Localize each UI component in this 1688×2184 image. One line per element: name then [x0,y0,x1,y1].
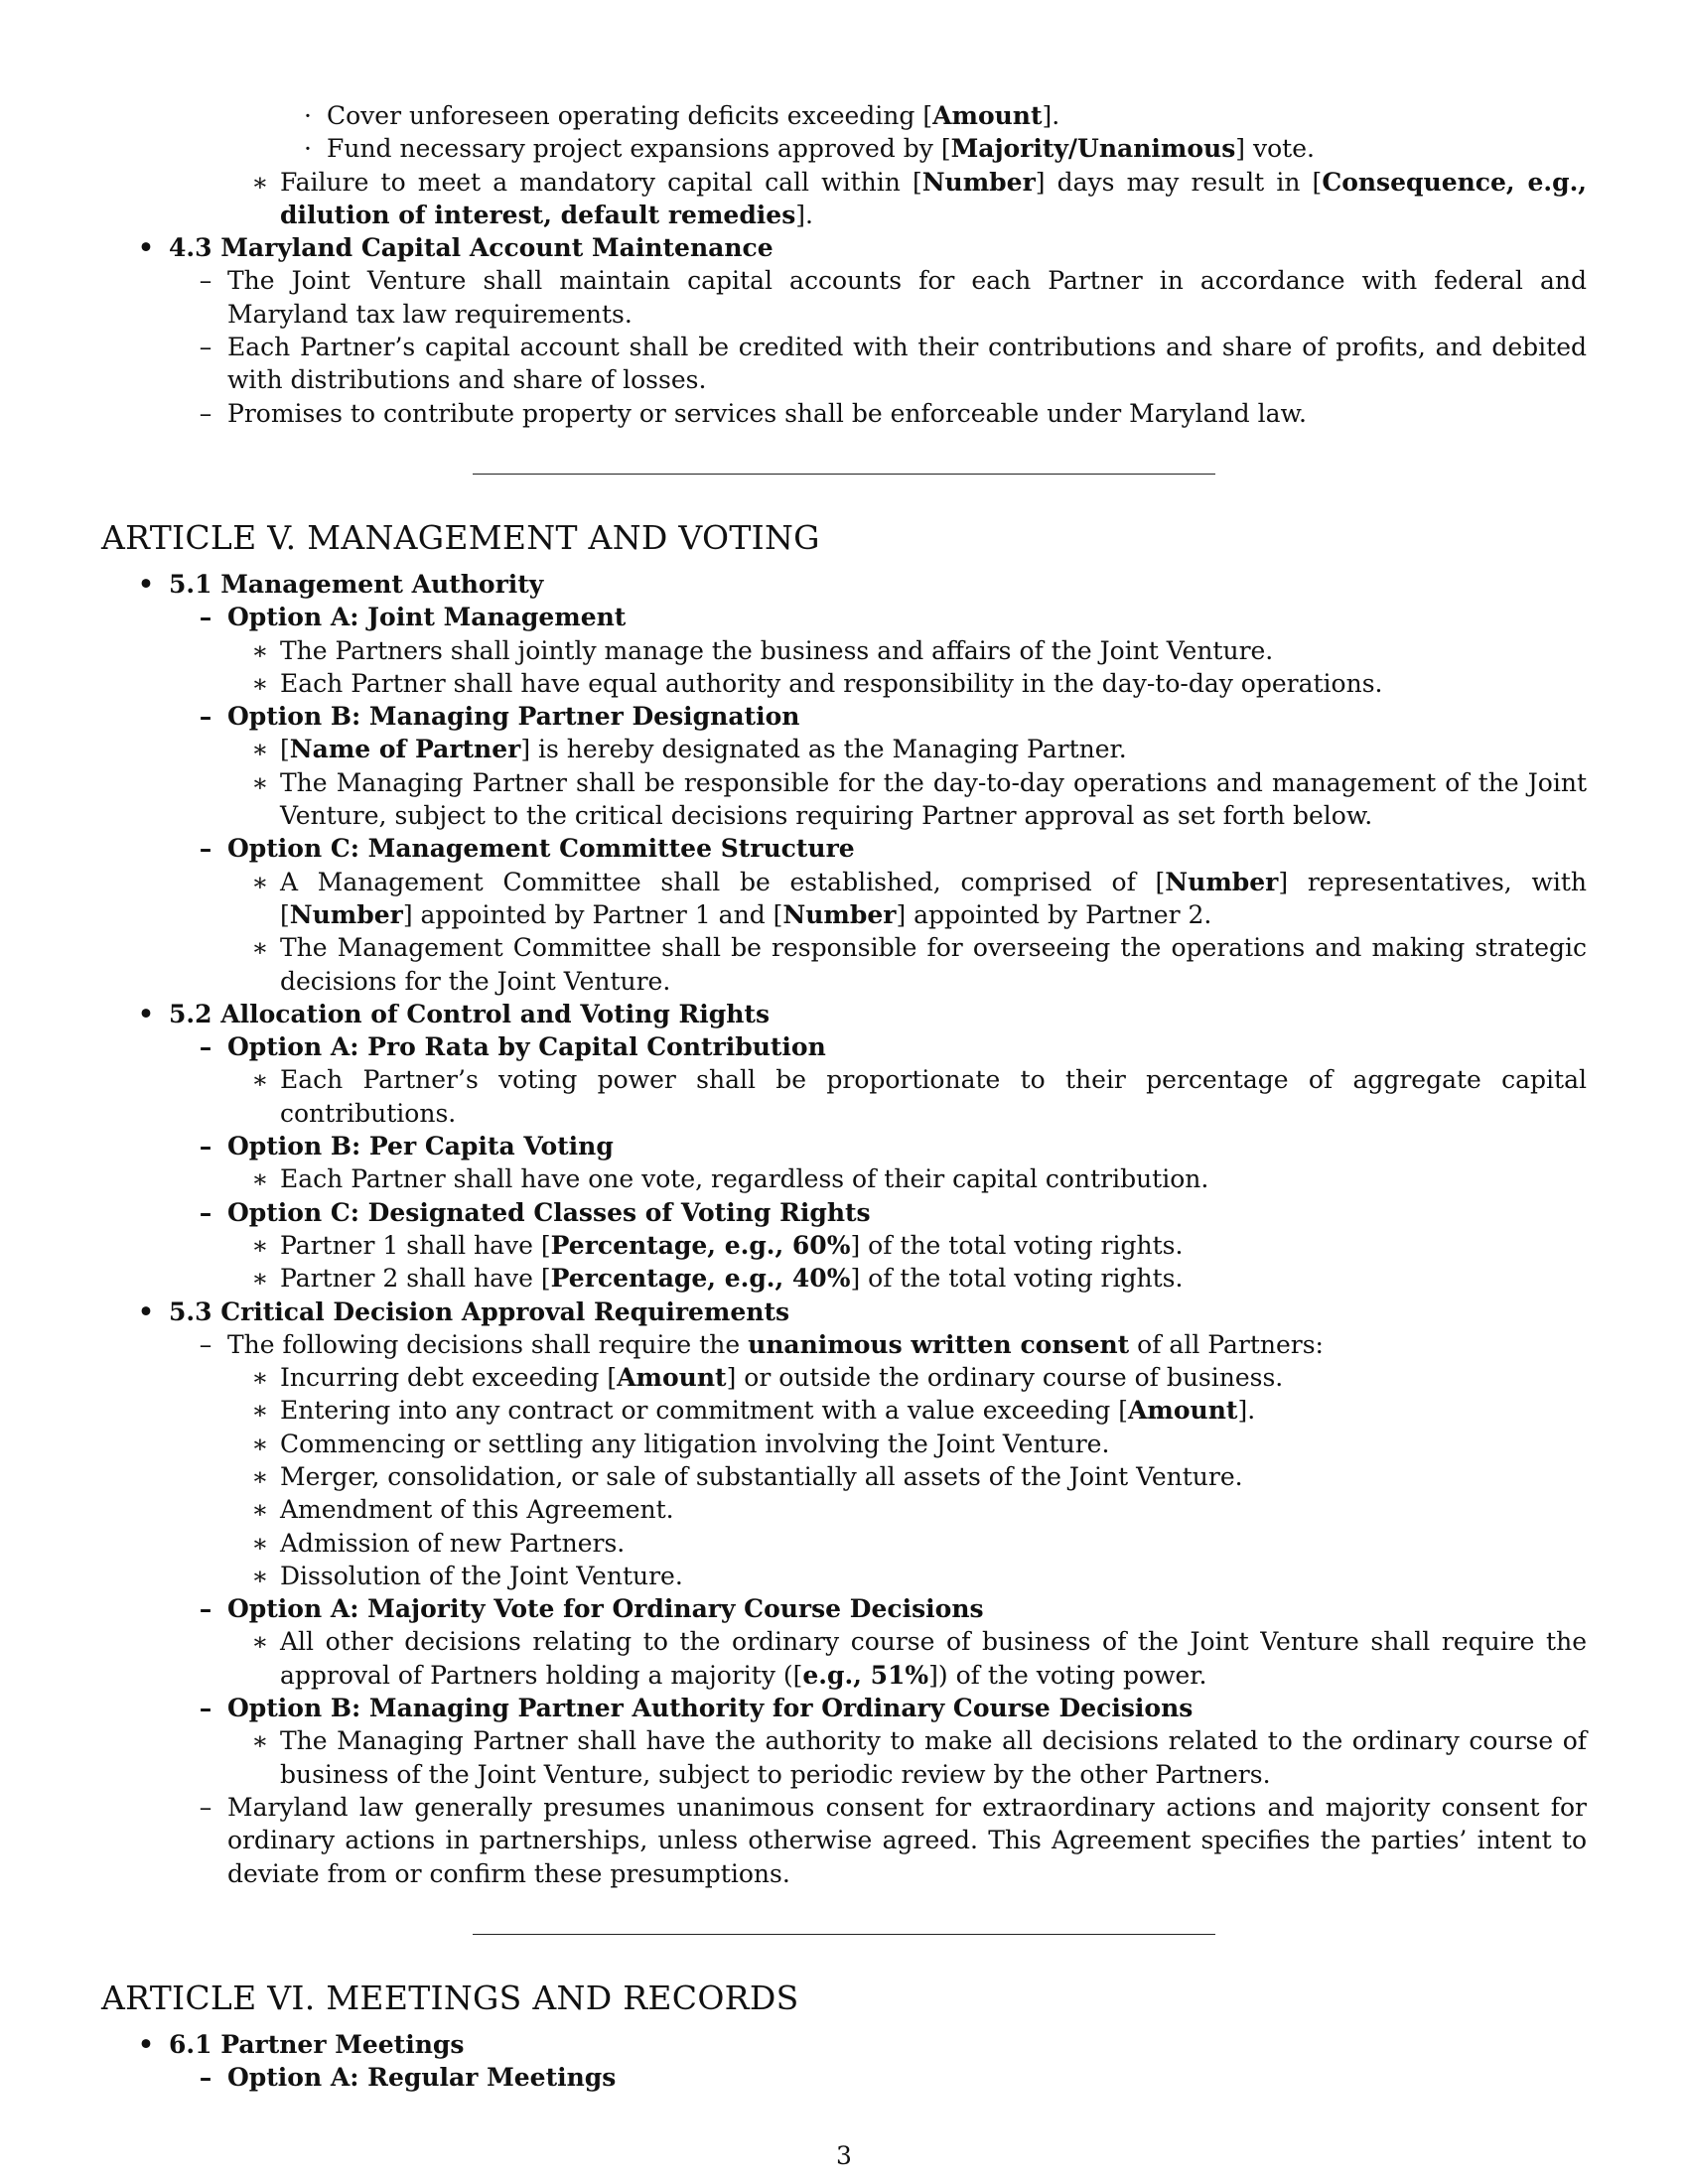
bullet-dash-icon: – [199,1032,212,1062]
option-heading: – Option C: Management Committee Structure [101,832,1587,865]
bullet-dash-icon: – [199,1694,212,1723]
list-item: ∗ Incurring debt exceeding [Amount] or outside the ordinary course of business. [101,1361,1587,1394]
bullet-asterisk-icon: ∗ [251,635,269,665]
option-heading: – Option A: Pro Rata by Capital Contribution [101,1030,1587,1063]
list-item: – Maryland law generally presumes unanimous consent for extraordinary actions and majority consent for ordinary actions in partnerships, unless otherwise agreed. This Agreement specifies the parties’ intent to deviate from or confirm these presumptions. [101,1791,1587,1890]
bullet-dash-icon: – [199,1197,212,1227]
list-item: ∗ Partner 1 shall have [Percentage, e.g., 60%] of the total voting rights. [101,1229,1587,1262]
bullet-dash-icon: – [199,702,212,732]
bullet-dash-icon: – [199,1792,212,1822]
list-item: ∗ All other decisions relating to the ordinary course of business of the Joint Venture shall require the approval of Partners holding a majority ([e.g., 51%]) of the voting power. [101,1625,1587,1692]
list-item: – The following decisions shall require the unanimous written consent of all Partners: [101,1328,1587,1361]
list-item: ∗ The Managing Partner shall have the authority to make all decisions related to the ordinary course of business of the Joint Venture, subject to periodic review by the other Partners. [101,1724,1587,1791]
list-item: ∗ [Name of Partner] is hereby designated as the Managing Partner. [101,733,1587,765]
bullet-dash-icon: – [199,1594,212,1624]
list-item: – Each Partner’s capital account shall be credited with their contributions and share of profits, and debited with distributions and share of losses. [101,331,1587,397]
bullet-asterisk-icon: ∗ [251,1561,269,1590]
bullet-dash-icon: – [199,1329,212,1359]
bullet-dash-icon: – [199,266,212,296]
list-item: ∗ Commencing or settling any litigation involving the Joint Venture. [101,1428,1587,1460]
bullet-asterisk-icon: ∗ [251,668,269,698]
section-divider [473,1934,1215,1935]
list-item: ∗ The Partners shall jointly manage the business and affairs of the Joint Venture. [101,634,1587,667]
list-item: ∗ The Managing Partner shall be responsible for the day-to-day operations and management of the Joint Venture, subject to the critical decisions requiring Partner approval as set forth below. [101,766,1587,833]
option-heading: – Option B: Per Capita Voting [101,1130,1587,1162]
article-title: ARTICLE V. MANAGEMENT AND VOTING [101,517,820,557]
list-item: ∗ Amendment of this Agreement. [101,1493,1587,1526]
list-item: – Promises to contribute property or services shall be enforceable under Maryland law. [101,397,1587,430]
list-item: ∗ Merger, consolidation, or sale of substantially all assets of the Joint Venture. [101,1460,1587,1493]
bullet-dash-icon: – [199,603,212,632]
bullet-icon: • [138,1297,154,1326]
section-heading: • 6.1 Partner Meetings [101,2028,1587,2061]
list-item: ∗ The Management Committee shall be responsible for overseeing the operations and making strategic decisions for the Joint Venture. [101,931,1587,998]
option-heading: – Option B: Managing Partner Authority for Ordinary Course Decisions [101,1692,1587,1724]
bullet-asterisk-icon: ∗ [251,1264,269,1294]
bullet-dash-icon: – [199,2063,212,2093]
bullet-icon: • [138,233,154,263]
document-page [101,99,1587,2094]
bullet-dot-icon: · [304,134,312,164]
option-heading: – Option A: Joint Management [101,601,1587,633]
list-item: ∗ Dissolution of the Joint Venture. [101,1560,1587,1592]
option-heading: – Option A: Regular Meetings [101,2061,1587,2094]
section-divider [473,474,1215,475]
list-item: ∗ Each Partner shall have one vote, regardless of their capital contribution. [101,1162,1587,1195]
option-heading: – Option C: Designated Classes of Voting Rights [101,1196,1587,1229]
list-item: ∗ Admission of new Partners. [101,1527,1587,1560]
bullet-asterisk-icon: ∗ [251,1528,269,1558]
bullet-asterisk-icon: ∗ [251,767,269,797]
bullet-asterisk-icon: ∗ [251,167,269,197]
bullet-asterisk-icon: ∗ [251,1461,269,1491]
article-title: ARTICLE VI. MEETINGS AND RECORDS [101,1978,799,2017]
list-item: · Cover unforeseen operating deficits exceeding [Amount]. [101,99,1587,132]
bullet-asterisk-icon: ∗ [251,1429,269,1458]
bullet-asterisk-icon: ∗ [251,1396,269,1426]
bullet-asterisk-icon: ∗ [251,1726,269,1756]
bullet-asterisk-icon: ∗ [251,735,269,764]
list-item: ∗ Each Partner’s voting power shall be proportionate to their percentage of aggregate capital contributions. [101,1063,1587,1130]
bullet-asterisk-icon: ∗ [251,1164,269,1194]
list-item: ∗ Partner 2 shall have [Percentage, e.g., 40%] of the total voting rights. [101,1262,1587,1295]
bullet-asterisk-icon: ∗ [251,933,269,963]
section-heading: • 5.3 Critical Decision Approval Requirements [101,1296,1587,1328]
page-number: 3 [836,2141,852,2170]
list-item: · Fund necessary project expansions approved by [Majority/Unanimous] vote. [101,132,1587,165]
bullet-dot-icon: · [304,101,312,130]
bullet-asterisk-icon: ∗ [251,1627,269,1657]
list-item: ∗ Failure to meet a mandatory capital call within [Number] days may result in [Consequence, e.g., dilution of interest, default remedies]. [101,166,1587,232]
section-heading: • 5.1 Management Authority [101,568,1587,601]
bullet-asterisk-icon: ∗ [251,1230,269,1260]
list-item: ∗ Entering into any contract or commitment with a value exceeding [Amount]. [101,1394,1587,1427]
list-item: ∗ A Management Committee shall be established, comprised of [Number] representatives, with [Number] appointed by Partner 1 and [Number] appointed by Partner 2. [101,866,1587,932]
bullet-icon: • [138,2029,154,2059]
bullet-dash-icon: – [199,333,212,362]
bullet-icon: • [138,999,154,1028]
bullet-icon: • [138,569,154,599]
bullet-asterisk-icon: ∗ [251,867,269,896]
bullet-dash-icon: – [199,398,212,428]
section-heading: • 5.2 Allocation of Control and Voting Rights [101,998,1587,1030]
option-heading: – Option B: Managing Partner Designation [101,700,1587,733]
section-heading: • 4.3 Maryland Capital Account Maintenance [101,231,1587,264]
bullet-dash-icon: – [199,1132,212,1161]
list-item: – The Joint Venture shall maintain capital accounts for each Partner in accordance with federal and Maryland tax law requirements. [101,264,1587,331]
bullet-asterisk-icon: ∗ [251,1495,269,1525]
list-item: ∗ Each Partner shall have equal authority and responsibility in the day-to-day operations. [101,667,1587,700]
option-heading: – Option A: Majority Vote for Ordinary Course Decisions [101,1592,1587,1625]
bullet-asterisk-icon: ∗ [251,1065,269,1095]
bullet-dash-icon: – [199,834,212,864]
bullet-asterisk-icon: ∗ [251,1363,269,1393]
